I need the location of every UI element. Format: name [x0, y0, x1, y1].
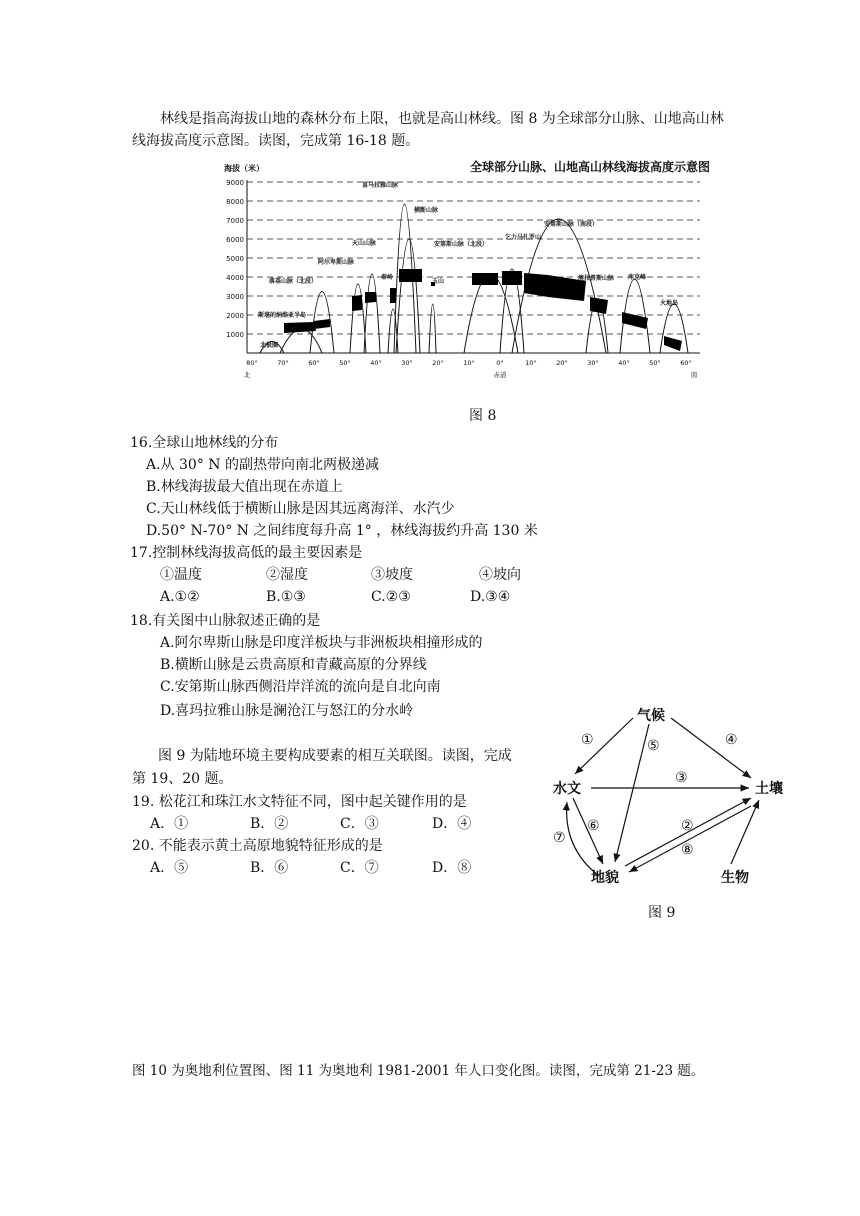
treeline-band: [664, 336, 682, 351]
andes-n-arc: [464, 274, 518, 353]
q19-option-c: C．③: [340, 816, 379, 832]
label-yushan: 玉山: [432, 278, 445, 285]
q18-stem: 18.有关图中山脉叙述正确的是: [130, 613, 321, 629]
q16-option-c: C.天山林线低于横断山脉是因其远离海洋、水汽少: [146, 501, 455, 517]
y-tick: 8000: [226, 198, 244, 206]
bottom-instruction: 图 10 为奥地利位置图、图 11 为奥地利 1981-2001 年人口变化图。读图，完成第 21-23 题。: [132, 1063, 705, 1079]
label-7: ⑦: [553, 830, 566, 846]
label-andes-n: 安第斯山脉（北段）: [434, 241, 489, 248]
alps-arc: [350, 284, 366, 353]
treeline-band: [314, 319, 330, 329]
q20-stem: 20. 不能表示黄土高原地貌特征形成的是: [132, 838, 383, 854]
y-tick: 4000: [226, 274, 244, 282]
treeline-band: [590, 297, 608, 314]
node-soil: 土壤: [755, 781, 783, 797]
fig9-intro-line2: 第 19、20 题。: [132, 771, 233, 787]
label-6: ⑥: [587, 818, 600, 834]
q17-stem: 17.控制林线海拔高低的最主要因素是: [130, 545, 363, 561]
chart-title: 全球部分山脉、山地高山林线海拔高度示意图: [470, 160, 711, 174]
q17-item-1: ①温度: [160, 567, 202, 583]
q17-option-c: C.②③: [371, 589, 411, 605]
arrow-8: [629, 806, 751, 872]
treeline-band: [622, 312, 648, 329]
x-right-label: 南: [690, 371, 698, 379]
label-arctic: 北极圈: [260, 342, 279, 349]
x-tick: 80°: [246, 359, 258, 367]
x-tick: 50°: [649, 359, 661, 367]
arrow-5: [615, 724, 649, 862]
q17-option-b: B.①③: [266, 589, 306, 605]
arrow-4: [671, 718, 751, 778]
q17-option-d: D.③④: [470, 589, 511, 605]
figure-8-caption: 图 8: [469, 408, 497, 424]
label-hengduan: 横断山脉: [414, 207, 439, 214]
q19-stem: 19. 松花江和珠江水文特征不同，图中起关键作用的是: [132, 794, 467, 810]
q16-option-d: D.50° N-70° N 之间纬度每升高 1° ，林线海拔约升高 130 米: [146, 523, 538, 539]
y-tick: 6000: [226, 236, 244, 244]
q20-option-b: B．⑥: [250, 860, 289, 876]
x-tick: 70°: [277, 359, 289, 367]
label-himalaya: 喜马拉雅山脉: [362, 182, 399, 189]
q18-option-a: A.阿尔卑斯山脉是印度洋板块与非洲板块相撞形成的: [160, 635, 483, 651]
treeline-band: [365, 292, 376, 303]
x-tick: 40°: [618, 359, 630, 367]
chart-ylabel: 海拔（米）: [224, 164, 264, 173]
label-4: ④: [725, 732, 738, 748]
label-andes-s: 安第斯山脉（南段）: [544, 221, 599, 228]
treeline-band: [284, 322, 316, 333]
q19-option-a: A．①: [150, 816, 189, 832]
figure-8-chart: [222, 155, 712, 383]
q20-option-c: C．⑦: [340, 860, 379, 876]
q17-item-3: ③坡度: [371, 567, 413, 583]
treeline-band: [472, 273, 498, 285]
figure-9-diagram: [545, 698, 805, 898]
q17-item-4: ④坡向: [479, 567, 521, 583]
label-qinling: 秦岭: [381, 274, 394, 281]
q19-option-d: D．④: [432, 816, 472, 832]
arrow-7: [567, 802, 599, 876]
label-kilimanjaro: 乞力马扎罗山: [505, 234, 542, 241]
label-rocky: 落基山脉（北段）: [269, 278, 318, 285]
q17-option-a: A.①②: [160, 589, 200, 605]
x-tick: 10°: [463, 359, 475, 367]
node-climate: 气候: [637, 708, 665, 724]
label-5: ⑤: [647, 738, 660, 754]
label-scandinavia: 斯堪的纳维亚半岛: [258, 312, 307, 319]
tianshan-arc: [364, 274, 380, 353]
q16-stem: 16.全球山地林线的分布: [130, 435, 279, 451]
label-3: ③: [675, 770, 688, 786]
q18-option-c: C.安第斯山脉西侧沿岸洋流的流向是自北向南: [160, 679, 441, 695]
yushan-arc: [429, 304, 436, 353]
y-tick: 9000: [226, 179, 244, 187]
label-australia-alps: 澳拉普斯山脉: [578, 275, 615, 282]
y-tick: 7000: [226, 217, 244, 225]
x-tick: 20°: [556, 359, 568, 367]
label-kuke: 库克峰: [628, 274, 647, 281]
node-hydrology: 水文: [553, 781, 581, 797]
treeline-band: [524, 273, 586, 301]
x-tick: 0°: [496, 359, 504, 367]
x-mid-label: 赤道: [493, 371, 507, 379]
y-tick: 3000: [226, 293, 244, 301]
label-alps: 阿尔卑斯山脉: [318, 259, 355, 266]
x-tick: 20°: [432, 359, 444, 367]
fig9-intro-line1: 图 9 为陆地环境主要构成要素的相互关联图。读图，完成: [158, 748, 512, 764]
q20-option-d: D．⑧: [432, 860, 472, 876]
x-tick: 30°: [401, 359, 413, 367]
x-tick: 10°: [525, 359, 537, 367]
x-left-label: 北: [243, 371, 251, 379]
x-tick: 60°: [308, 359, 320, 367]
y-tick: 5000: [226, 255, 244, 263]
treeline-band: [352, 295, 362, 311]
x-tick: 50°: [339, 359, 351, 367]
treeline-band: [399, 269, 422, 282]
treeline-band: [502, 271, 522, 285]
label-1: ①: [581, 732, 594, 748]
x-tick: 60°: [680, 359, 692, 367]
intro-paragraph: 林线是指高海拔山地的森林分布上限，也就是高山林线。图 8 为全球部分山脉、山地高山林线海拔高度示意图。读图，完成第 16-18 题。: [132, 111, 724, 149]
treeline-band: [390, 288, 396, 303]
y-tick: 1000: [226, 331, 244, 339]
q16-option-b: B.林线海拔最大值出现在赤道上: [146, 479, 343, 495]
q17-item-2: ②湿度: [266, 567, 308, 583]
figure-9-caption: 图 9: [648, 905, 676, 921]
node-biology: 生物: [721, 870, 749, 886]
label-2: ②: [681, 818, 694, 834]
q16-option-a: A.从 30° N 的副热带向南北两极递减: [146, 457, 379, 473]
q19-option-b: B．②: [250, 816, 289, 832]
y-tick: 2000: [226, 312, 244, 320]
x-tick: 30°: [587, 359, 599, 367]
q18-option-b: B.横断山脉是云贵高原和青藏高原的分界线: [160, 657, 427, 673]
label-tianshan: 天山山脉: [352, 240, 377, 247]
label-8: ⑧: [681, 842, 694, 858]
node-landform: 地貌: [591, 870, 619, 886]
q18-option-d: D.喜玛拉雅山脉是澜沧江与怒江的分水岭: [160, 703, 414, 719]
label-fireland: 火地岛: [660, 300, 679, 307]
x-tick: 40°: [370, 359, 382, 367]
q20-option-a: A．⑤: [150, 860, 189, 876]
